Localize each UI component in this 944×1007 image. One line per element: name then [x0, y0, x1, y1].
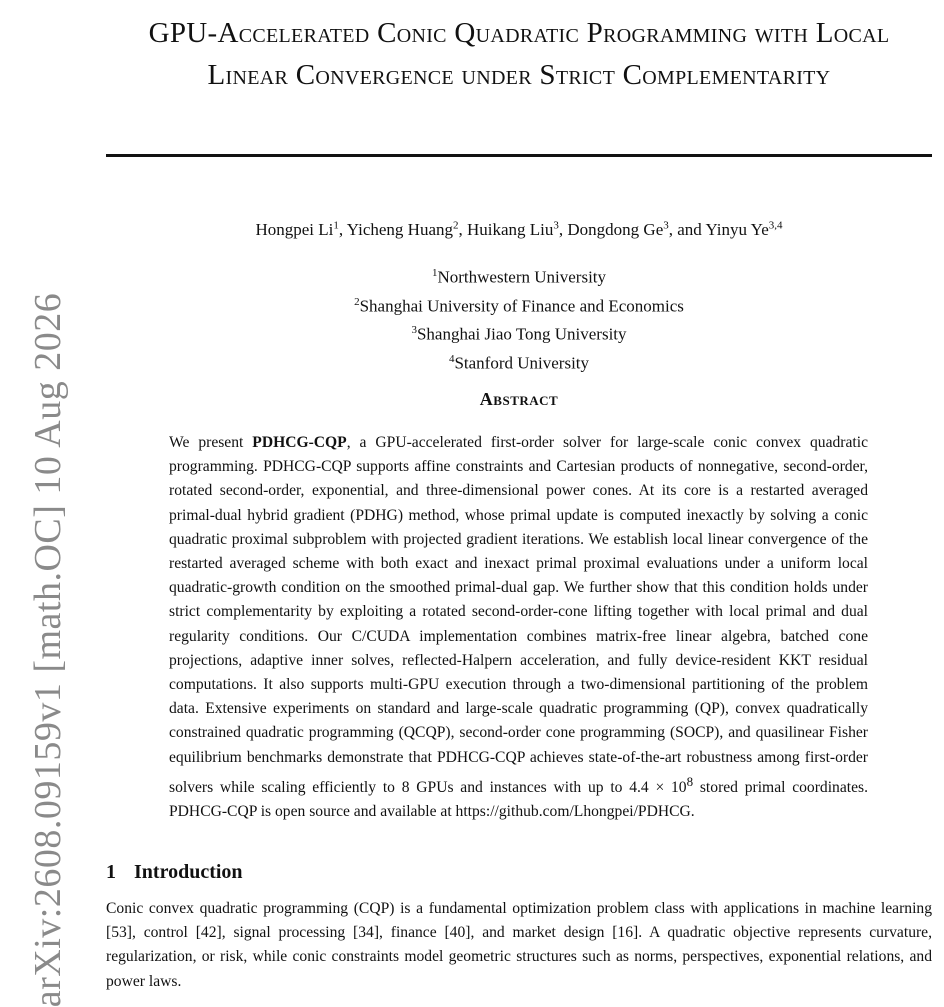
affiliation: $^3$Shanghai Jiao Tong University [411, 324, 627, 344]
solver-name: PDHCG-CQP [252, 434, 347, 451]
author-list [106, 219, 932, 240]
affiliation: $^2$Shanghai University of Finance and Economics [354, 295, 684, 316]
author: Hongpei Li$^1$, [255, 219, 347, 239]
section-heading: 1 Introduction [106, 861, 243, 883]
affiliation: $^4$Stanford University [448, 352, 590, 373]
abstract-heading: Abstract [479, 389, 559, 409]
affiliation-list [106, 261, 932, 376]
author: Yinyu Ye$^{3,4}$ [705, 219, 783, 239]
affiliation: $^1$Northwestern University [431, 267, 607, 287]
introduction-paragraph: Conic convex quadratic programming (CQP) is a fundamental optimization problem class with applications in machine learning [53], control [42], signal processing [34], finance [40], and market design [16]. A quadratic objective represents curvature, regularization, or risk, while conic constraints model geometric structures such as norms, perspectives, exponential relations, and power laws. [106, 900, 932, 990]
paper-title: GPU-Accelerated Conic Quadratic Programming with Local Linear Convergence under Strict Complementarity [148, 17, 890, 91]
arxiv-identifier: arXiv:2608.09159v1 [math.OC] 10 Aug 2026 [27, 292, 69, 1007]
author: Huikang Liu$^3$, [467, 219, 568, 239]
abstract-text: We present PDHCG-CQP, a GPU-accelerated first-order solver for large-scale conic convex quadratic programming. PDHCG-CQP supports affine constraints and Cartesian products of nonnegative, second-order, rotated second-order, exponential, and three-dimensional power cones. At its core is a restarted averaged primal-dual hybrid gradient (PDHG) method, whose primal update is computed inexactly by solving a conic quadratic proximal subproblem with projected gradient iterations. We establish local linear convergence of the restarted averaged scheme with both exact and inexact primal proximal evaluations under a uniform local quadratic-growth condition on the smoothed primal-dual gap. We further show that this condition holds under strict complementarity by exploiting a rotated second-order-cone lifting together with local primal and dual regularity conditions. Our C/CUDA implementation combines matrix-free linear algebra, batched cone projections, adaptive inner solves, reflected-Halpern acceleration, and fully device-resident KKT residual computations. It also supports multi-GPU execution through a two-dimensional partitioning of the problem data. Extensive experiments on standard and large-scale quadratic programming (QP), convex quadratically constrained quadratic programming (QCQP), second-order cone programming (SOCP), and quasilinear Fisher equilibrium benchmarks demonstrate that PDHCG-CQP achieves state-of-the-art robustness among first-order solvers while scaling efficiently to 8 GPUs and instances with up to $4.4 \times 10^8$ stored primal coordinates. PDHCG-CQP is open source and available at https://github.com/Lhongpei/PDHCG. [169, 434, 869, 821]
title-rule [106, 154, 932, 157]
author: Dongdong Ge$^3$, and [567, 219, 706, 239]
author: Yicheng Huang$^2$, [346, 219, 467, 239]
